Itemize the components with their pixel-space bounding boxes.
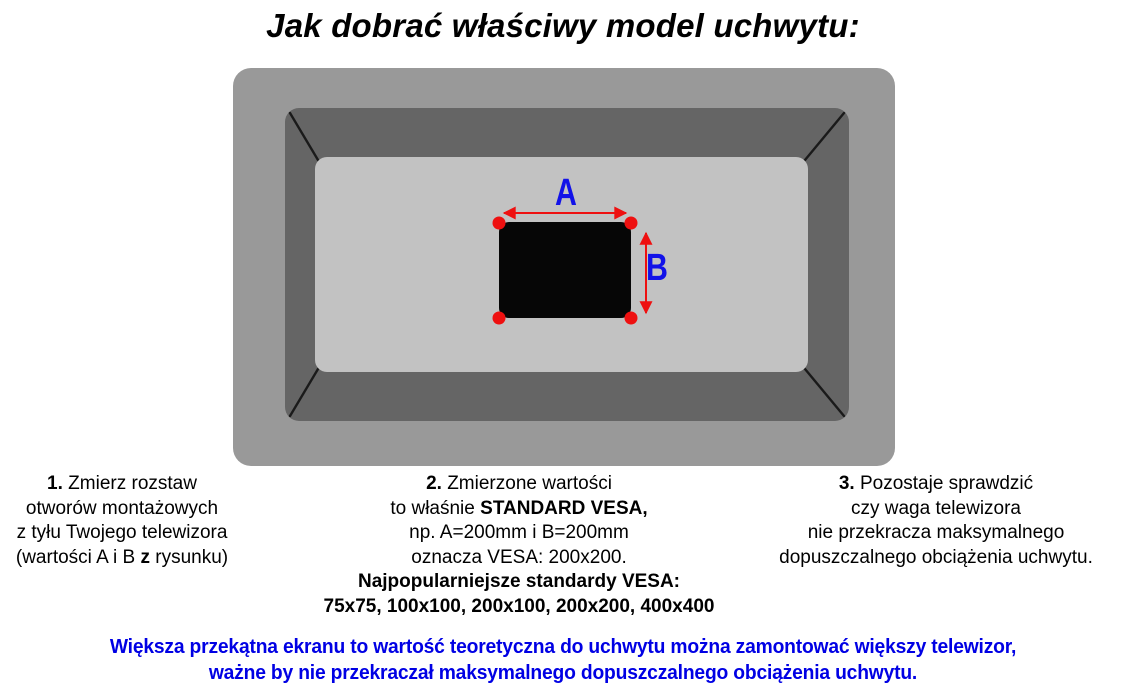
text-line: dopuszczalnego obciążenia uchwytu. [779, 546, 1093, 568]
text-line: otworów montażowych [25, 497, 219, 519]
step-3 [741, 472, 1126, 570]
step-number: 3. [838, 473, 855, 494]
text-line: Najpopularniejsze standardy VESA: [357, 571, 681, 592]
text-line [319, 595, 719, 620]
text-line: 1. Zmierz rozstaw [47, 473, 197, 494]
footer-note [34, 634, 1092, 686]
mounting-hole-bottom-right [625, 312, 638, 325]
text-line: oznacza VESA: 200x200. [411, 546, 627, 568]
text-line: (wartości A i B z rysunku) [15, 546, 229, 568]
mounting-hole-bottom-left [493, 312, 506, 325]
step-2 [319, 472, 719, 619]
text-line: 3. Pozostaje sprawdzić [838, 473, 1034, 494]
step-number: 2. [426, 473, 442, 494]
step-number: 1. [47, 473, 63, 494]
text-line: 2. Zmierzone wartości [426, 473, 612, 494]
text-line: np. A=200mm i B=200mm [409, 522, 629, 543]
step-1 [7, 472, 237, 570]
footer-line: Większa przekątna ekranu to wartość teoretyczna do uchwytu można zamontować większy telewizor, [109, 635, 1017, 658]
tv-back-drawing [233, 68, 895, 466]
vesa-standards-list: 75x75, 100x100, 200x100, 200x200, 400x400 [323, 595, 715, 617]
text-line: czy waga telewizora [850, 497, 1022, 519]
text-line: z tyłu Twojego telewizora [16, 522, 228, 543]
mounting-hole-top-left [493, 217, 506, 230]
mounting-hole-top-right [625, 217, 638, 230]
dimension-label-b: B [646, 247, 668, 289]
tv-back-diagram [233, 68, 895, 466]
page-title: Jak dobrać właściwy model uchwytu: [266, 7, 860, 44]
text-line: nie przekracza maksymalnego [807, 522, 1065, 543]
footer-line: ważne by nie przekraczał maksymalnego dopuszczalnego obciążenia uchwytu. [208, 661, 918, 684]
vesa-plate [499, 222, 631, 318]
text-line: to właśnie STANDARD VESA, [390, 497, 648, 519]
dimension-label-a: A [555, 172, 577, 214]
